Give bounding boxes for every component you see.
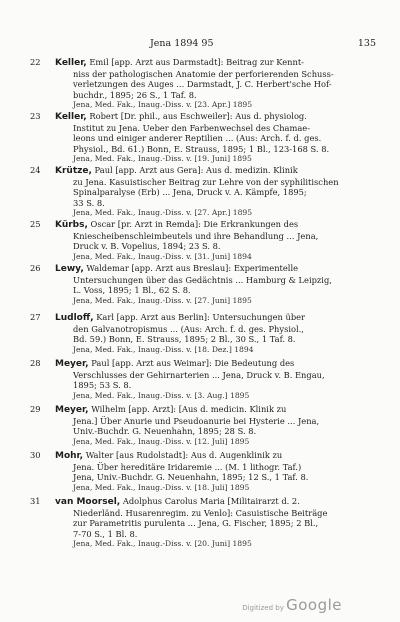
bibliography-entry bbox=[30, 358, 378, 401]
entry-text: Wilhelm [app. Arzt]: [Aus d. medicin. Klinik zu bbox=[91, 404, 287, 414]
entry-number: 29 bbox=[30, 404, 41, 414]
author-name: Meyer, bbox=[55, 405, 89, 415]
entry-text: Robert [Dr. phil., aus Eschweiler]: Aus d. physiolog. bbox=[89, 111, 307, 121]
dissertation-note: Jena, Med. Fak., Inaug.-Diss. v. [20. Juni] 1895 bbox=[73, 539, 252, 549]
entry-body bbox=[55, 496, 378, 550]
bibliography-entry bbox=[30, 450, 378, 493]
entry-line bbox=[55, 358, 378, 370]
entry-body bbox=[55, 57, 378, 111]
entry-line: niss der pathologischen Anatomie der perforierenden Schuss- bbox=[73, 68, 334, 79]
entry-line: L. Voss, 1895; 1 Bl., 62 S. 8. bbox=[73, 285, 191, 296]
running-header bbox=[0, 38, 400, 52]
entry-line: verletzungen des Auges ... Darmstadt, J. C. Herbert'sche Hof- bbox=[73, 79, 332, 90]
entry-line bbox=[55, 312, 378, 324]
digitized-watermark bbox=[242, 596, 342, 614]
entry-text: Walter [aus Rudolstadt]: Aus d. Augenklinik zu bbox=[85, 450, 283, 460]
entry-line: Jena. Über hereditäre Iridaremie ... (M. 1 lithogr. Taf.) bbox=[73, 461, 302, 472]
bibliography-entry bbox=[30, 263, 378, 306]
author-name: Mohr, bbox=[55, 451, 84, 461]
entry-line: Druck v. B. Vopelius, 1894; 23 S. 8. bbox=[73, 241, 221, 252]
author-name: van Moorsel, bbox=[55, 497, 121, 507]
entry-line: Physiol., Bd. 61.) Bonn, E. Strauss, 1895; 1 Bl., 123-168 S. 8. bbox=[73, 143, 330, 154]
author-name: Lewy, bbox=[55, 264, 84, 274]
entry-line: Institut zu Jena. Ueber den Farbenwechsel des Chamae- bbox=[73, 122, 311, 133]
watermark-prefix: Digitized by bbox=[242, 604, 284, 612]
entry-text: Karl [app. Arzt aus Berlin]: Untersuchungen über bbox=[96, 312, 306, 322]
entry-line bbox=[55, 111, 378, 123]
bibliography-entry bbox=[30, 496, 378, 550]
dissertation-note: Jena, Med. Fak., Inaug.-Diss. v. [18. Juli] 1895 bbox=[73, 482, 250, 492]
running-title: Jena 1894 95 bbox=[150, 38, 214, 49]
entry-body bbox=[55, 263, 378, 306]
entry-body bbox=[55, 219, 378, 262]
author-name: Ludloff, bbox=[55, 313, 94, 323]
entry-line: Untersuchungen über das Gedächtnis ... Hamburg & Leipzig, bbox=[73, 274, 332, 285]
entry-line: buchdr., 1895; 26 S., 1 Taf. 8. bbox=[73, 89, 197, 100]
bibliography-entry bbox=[30, 111, 378, 165]
dissertation-note: Jena, Med. Fak., Inaug.-Diss. v. [27. Juni] 1895 bbox=[73, 295, 252, 305]
entry-text: Paul [app. Arzt aus Weimar]: Die Bedeutung des bbox=[91, 358, 295, 368]
entry-line: 1895; 53 S. 8. bbox=[73, 380, 132, 391]
entry-body bbox=[55, 404, 378, 447]
author-name: Krütze, bbox=[55, 166, 92, 176]
entry-number: 24 bbox=[30, 165, 41, 175]
bibliography-entry bbox=[30, 57, 378, 111]
author-name: Kürbs, bbox=[55, 220, 88, 230]
bibliography-entry bbox=[30, 165, 378, 219]
entry-line: Niederländ. Husarenregim. zu Venlo]: Casuistische Beiträge bbox=[73, 507, 328, 518]
bibliography-entry bbox=[30, 219, 378, 262]
bibliography-entry bbox=[30, 404, 378, 447]
entry-line: den Galvanotropismus ... (Aus: Arch. f. d. ges. Physiol., bbox=[73, 323, 304, 334]
entry-line bbox=[55, 57, 378, 69]
dissertation-note: Jena, Med. Fak., Inaug.-Diss. v. [27. Apr.] 1895 bbox=[73, 208, 253, 218]
entry-line bbox=[55, 165, 378, 177]
watermark-brand: Google bbox=[286, 596, 342, 614]
entry-number: 25 bbox=[30, 219, 41, 229]
entry-line: zur Parametritis purulenta ... Jena, G. Fischer, 1895; 2 Bl., bbox=[73, 518, 319, 529]
entry-line bbox=[55, 496, 378, 508]
entry-line bbox=[55, 263, 378, 275]
entry-text: Paul [app. Arzt aus Gera]: Aus d. medizin. Klinik bbox=[94, 165, 298, 175]
entry-line: Kniescheibenschleimbeutels und ihre Behandlung ... Jena, bbox=[73, 230, 319, 241]
entry-line bbox=[55, 450, 378, 462]
entry-line: Jena.] Über Anurie und Pseudoanurie bei Hysterie ... Jena, bbox=[73, 415, 320, 426]
entry-number: 22 bbox=[30, 57, 41, 67]
dissertation-note: Jena, Med. Fak., Inaug.-Diss. v. [12. Juli] 1895 bbox=[73, 436, 250, 446]
entry-text: Emil [app. Arzt aus Darmstadt]: Beitrag zur Kennt- bbox=[89, 57, 304, 67]
dissertation-note: Jena, Med. Fak., Inaug.-Diss. v. [23. Apr.] 1895 bbox=[73, 100, 253, 110]
entry-number: 28 bbox=[30, 358, 41, 368]
entry-text: Adolphus Carolus Maria [Militairarzt d. 2. bbox=[122, 496, 300, 506]
entry-line: Bd. 59.) Bonn, E. Strauss, 1895; 2 Bl., 30 S., 1 Taf. 8. bbox=[73, 334, 296, 345]
entry-number: 23 bbox=[30, 111, 41, 121]
entry-number: 27 bbox=[30, 312, 41, 322]
entry-line: 33 S. 8. bbox=[73, 197, 105, 208]
entry-line bbox=[55, 404, 378, 416]
dissertation-note: Jena, Med. Fak., Inaug.-Diss. v. [19. Juni] 1895 bbox=[73, 154, 252, 164]
entry-text: Waldemar [app. Arzt aus Breslau]: Experimentelle bbox=[86, 263, 299, 273]
entry-body bbox=[55, 312, 378, 355]
entry-body bbox=[55, 358, 378, 401]
entry-line: Verschlusses der Gehirnarterien ... Jena, Druck v. B. Engau, bbox=[73, 369, 325, 380]
entry-body bbox=[55, 165, 378, 219]
entry-number: 31 bbox=[30, 496, 41, 506]
author-name: Meyer, bbox=[55, 359, 89, 369]
author-name: Keller, bbox=[55, 112, 87, 122]
entry-line bbox=[55, 219, 378, 231]
entry-line: leons und einiger anderer Reptilien ... (Aus: Arch. f. d. ges. bbox=[73, 133, 322, 144]
entry-line: 7-70 S., 1 Bl. 8. bbox=[73, 528, 138, 539]
entry-body bbox=[55, 450, 378, 493]
dissertation-note: Jena, Med. Fak., Inaug.-Diss. v. [18. Dez.] 1894 bbox=[73, 344, 254, 354]
dissertation-note: Jena, Med. Fak., Inaug.-Diss. v. [31. Juni] 1894 bbox=[73, 251, 252, 261]
entry-number: 30 bbox=[30, 450, 41, 460]
entry-line: Jena, Univ.-Buchdr. G. Neuenhahn, 1895; 12 S., 1 Taf. 8. bbox=[73, 472, 309, 483]
page-number: 135 bbox=[357, 38, 376, 49]
author-name: Keller, bbox=[55, 58, 87, 68]
entry-number: 26 bbox=[30, 263, 41, 273]
entry-text: Oscar [pr. Arzt in Remda]: Die Erkrankungen des bbox=[90, 219, 299, 229]
entry-line: Univ.-Buchdr. G. Neuenhahn, 1895; 28 S. 8. bbox=[73, 426, 257, 437]
bibliography-entry bbox=[30, 312, 378, 355]
entry-body bbox=[55, 111, 378, 165]
entry-line: Spinalparalyse (Erb) ... Jena, Druck v. A. Kämpfe, 1895; bbox=[73, 187, 307, 198]
dissertation-note: Jena, Med. Fak., Inaug.-Diss. v. [3. Aug.] 1895 bbox=[73, 390, 250, 400]
entry-line: zu Jena. Kasuistischer Beitrag zur Lehre von der syphilitischen bbox=[73, 176, 339, 187]
